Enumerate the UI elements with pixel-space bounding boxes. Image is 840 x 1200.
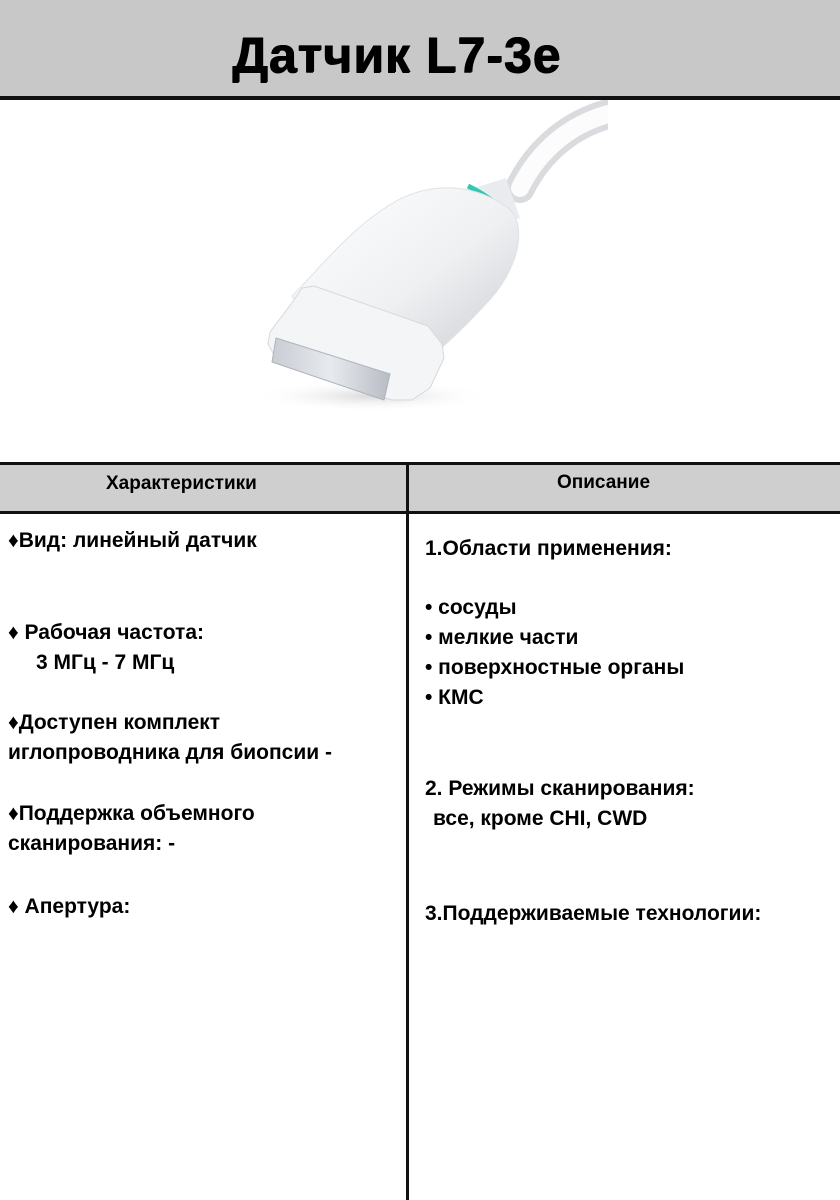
technologies-heading: 3.Поддерживаемые технологии: bbox=[425, 902, 762, 925]
frequency-value: 3 МГц - 7 МГц bbox=[36, 651, 175, 674]
modes-block bbox=[425, 774, 695, 834]
volume-block bbox=[8, 799, 255, 859]
list-item: • поверхностные органы bbox=[425, 656, 685, 679]
applications-list bbox=[425, 593, 684, 713]
biopsy-line-1: ♦Доступен комплект bbox=[8, 711, 221, 734]
frequency-label: ♦ Рабочая частота: bbox=[8, 621, 205, 644]
modes-heading: 2. Режимы сканирования: bbox=[425, 777, 695, 800]
page-title: Датчик L7-3e bbox=[232, 27, 562, 83]
list-item: • сосуды bbox=[425, 596, 517, 619]
header-characteristics: Характеристики bbox=[106, 473, 257, 494]
column-divider bbox=[406, 462, 409, 1200]
volume-line-1: ♦Поддержка объемного bbox=[8, 802, 255, 825]
biopsy-line-2: иглопроводника для биопсии - bbox=[8, 741, 332, 764]
modes-value: все, кроме CHI, CWD bbox=[433, 807, 648, 830]
biopsy-block bbox=[8, 708, 332, 768]
title-bar bbox=[0, 0, 840, 100]
list-item: • КМС bbox=[425, 686, 484, 709]
applications-heading: 1.Области применения: bbox=[425, 537, 672, 560]
frequency-block bbox=[8, 618, 204, 678]
linear-ultrasound-probe-icon bbox=[202, 100, 608, 458]
volume-line-2: сканирования: - bbox=[8, 832, 176, 855]
probe-type: ♦Вид: линейный датчик bbox=[8, 529, 257, 552]
header-description: Описание bbox=[557, 472, 651, 493]
list-item: • мелкие части bbox=[425, 626, 579, 649]
aperture: ♦ Апертура: bbox=[8, 895, 131, 918]
